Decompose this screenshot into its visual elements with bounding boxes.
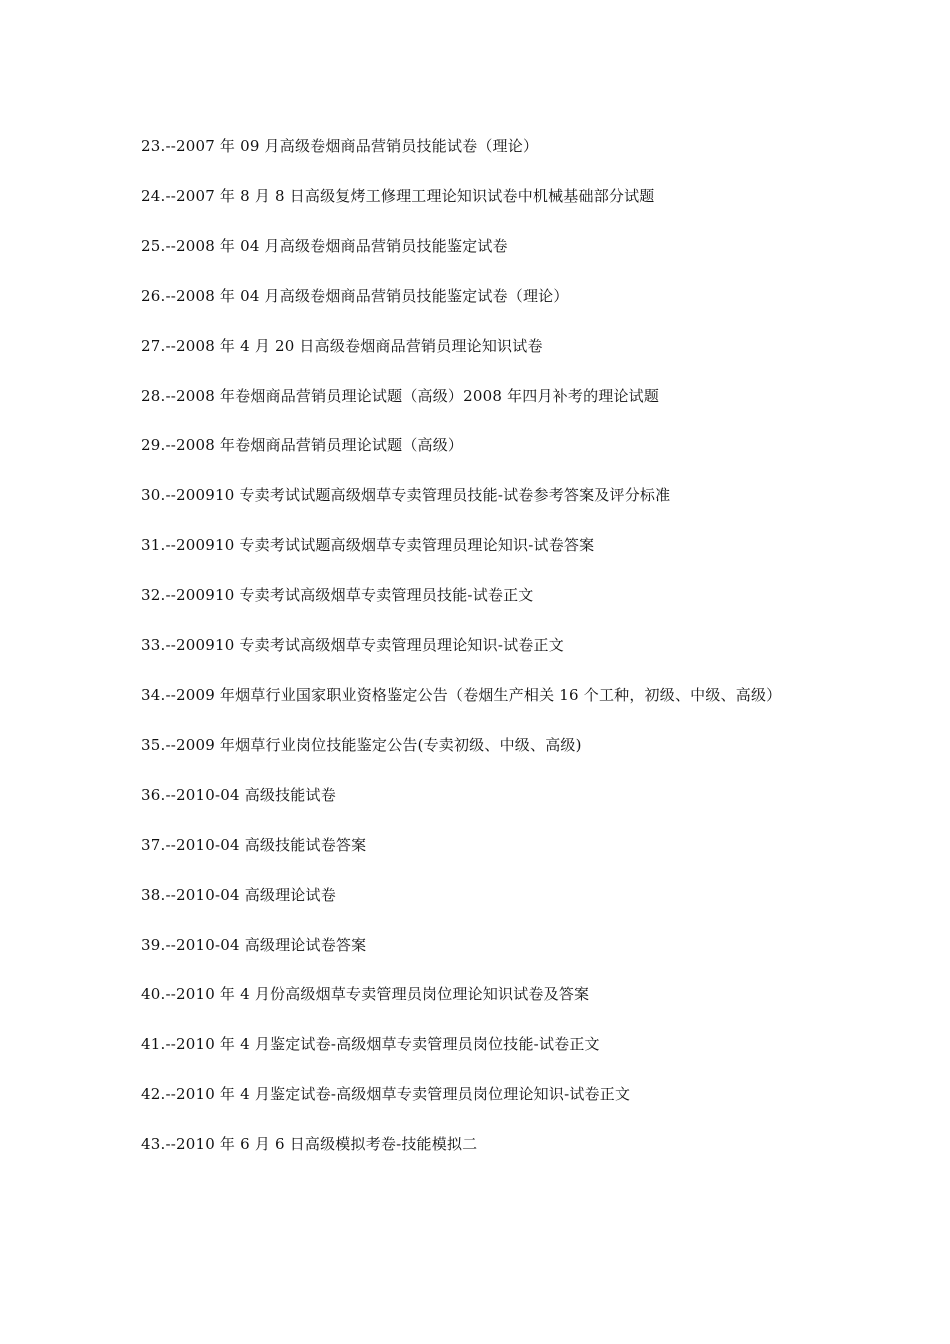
list-item: 32.--200910 专卖考试高级烟草专卖管理员技能-试卷正文	[141, 586, 534, 605]
list-item: 27.--2008 年 4 月 20 日高级卷烟商品营销员理论知识试卷	[141, 336, 543, 355]
list-item: 35.--2009 年烟草行业岗位技能鉴定公告(专卖初级、中级、高级)	[141, 735, 582, 754]
list-item: 36.--2010-04 高级技能试卷	[141, 785, 336, 804]
list-item: 40.--2010 年 4 月份高级烟草专卖管理员岗位理论知识试卷及答案	[141, 985, 590, 1004]
list-item: 28.--2008 年卷烟商品营销员理论试题（高级）2008 年四月补考的理论试题	[141, 386, 660, 405]
list-item: 29.--2008 年卷烟商品营销员理论试题（高级）	[141, 436, 464, 455]
list-item: 39.--2010-04 高级理论试卷答案	[141, 935, 367, 954]
document-list	[141, 122, 821, 1170]
list-item: 31.--200910 专卖考试试题高级烟草专卖管理员理论知识-试卷答案	[141, 536, 595, 555]
list-item: 26.--2008 年 04 月高级卷烟商品营销员技能鉴定试卷（理论）	[141, 286, 569, 305]
list-item: 41.--2010 年 4 月鉴定试卷-高级烟草专卖管理员岗位技能-试卷正文	[141, 1035, 600, 1054]
list-item: 34.--2009 年烟草行业国家职业资格鉴定公告（卷烟生产相关 16 个工种，初级、中级、高级）	[141, 685, 782, 704]
list-item: 25.--2008 年 04 月高级卷烟商品营销员技能鉴定试卷	[141, 236, 508, 255]
list-item: 24.--2007 年 8 月 8 日高级复烤工修理工理论知识试卷中机械基础部分试题	[141, 186, 655, 205]
list-item: 23.--2007 年 09 月高级卷烟商品营销员技能试卷（理论）	[141, 137, 539, 155]
list-item: 33.--200910 专卖考试高级烟草专卖管理员理论知识-试卷正文	[141, 636, 564, 655]
list-item: 42.--2010 年 4 月鉴定试卷-高级烟草专卖管理员岗位理论知识-试卷正文	[141, 1085, 631, 1104]
list-item: 37.--2010-04 高级技能试卷答案	[141, 835, 367, 854]
list-item: 30.--200910 专卖考试试题高级烟草专卖管理员技能-试卷参考答案及评分标准	[141, 486, 671, 505]
list-item: 38.--2010-04 高级理论试卷	[141, 885, 336, 904]
list-item: 43.--2010 年 6 月 6 日高级模拟考卷-技能模拟二	[141, 1135, 478, 1154]
